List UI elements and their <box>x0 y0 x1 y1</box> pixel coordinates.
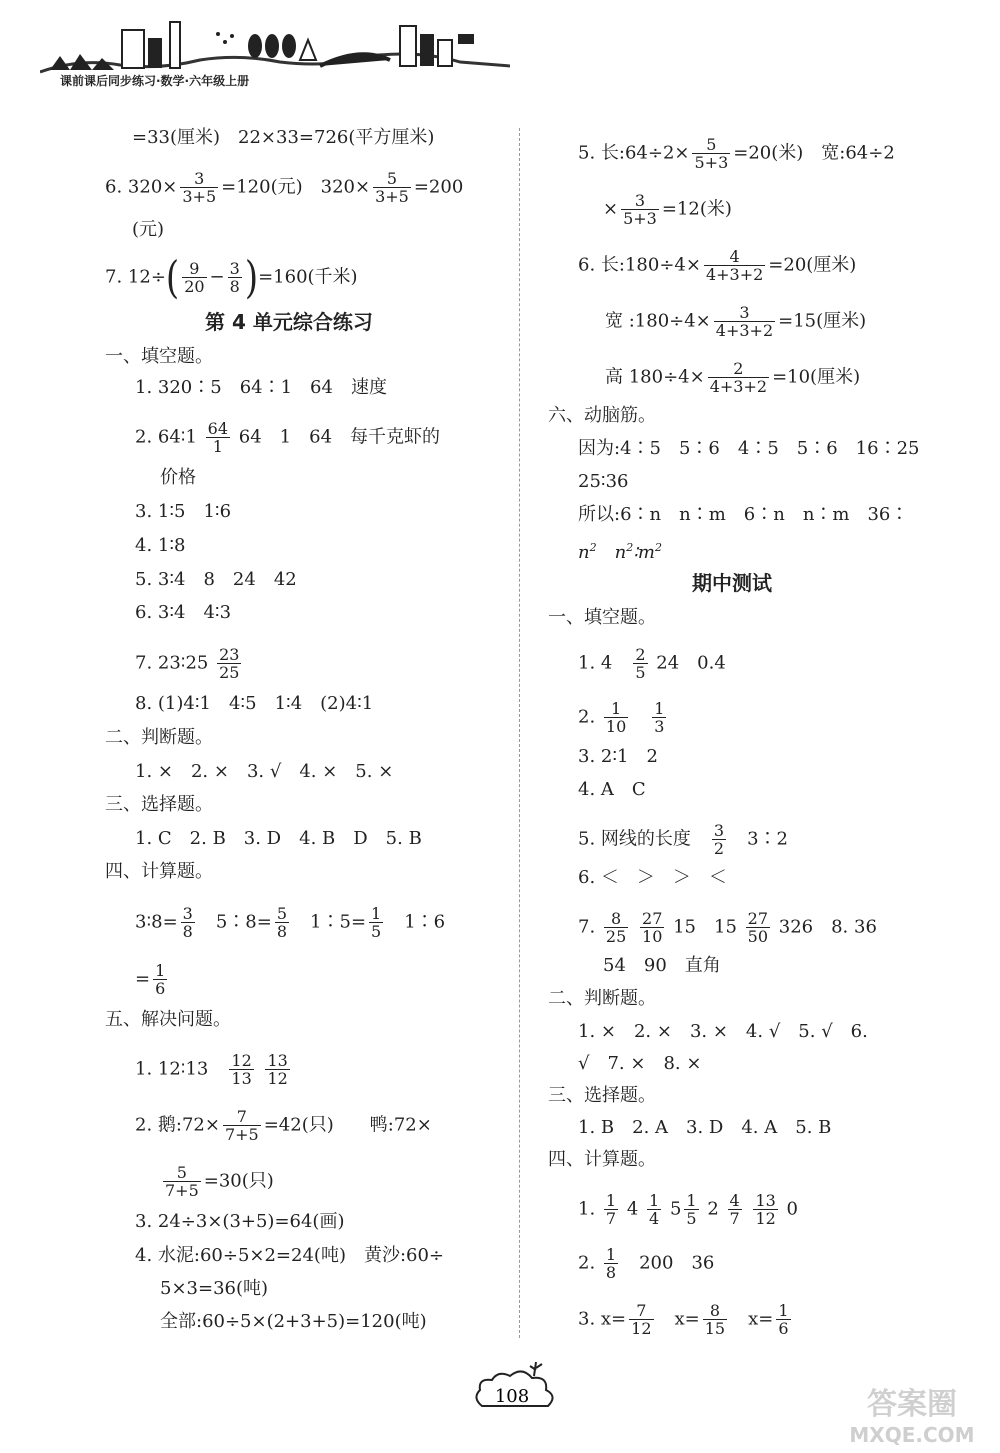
answer-line: 1. B 2. A 3. D 4. A 5. B <box>578 1117 832 1138</box>
answer-line: × $\frac{3}{5+3}$ =12(米) <box>603 191 732 228</box>
section-heading: 四、计算题。 <box>548 1149 656 1170</box>
answer-line: 因为:4∶5 5∶6 4∶5 5∶6 16∶25 <box>578 438 920 459</box>
answer-line: 5. 网线的长度 $\frac{3}{2}$ 3∶2 <box>578 821 788 858</box>
watermark-bottom: MXQE.COM <box>849 1423 975 1447</box>
answer-line: =33(厘米) 22×33=726(平方厘米) <box>132 127 435 148</box>
answer-line: 全部:60÷5×(2+3+5)=120(吨) <box>160 1311 427 1332</box>
section-heading: 一、填空题。 <box>105 346 213 367</box>
answer-line: 4. 水泥:60÷5×2=24(吨) 黄沙:60÷ <box>135 1245 445 1266</box>
answer-line: 1. 12∶13 $\frac{12}{13}$ $\frac{13}{12}$ <box>135 1051 288 1088</box>
section-heading: 二、判断题。 <box>105 727 213 748</box>
section-heading: 二、判断题。 <box>548 988 656 1009</box>
answer-line: 价格 <box>160 467 196 488</box>
answer-line: 1. × 2. × 3. √ 4. × 5. × <box>135 761 394 782</box>
answer-line: 1. 4 $\frac{2}{5}$ 24 0.4 <box>578 645 726 682</box>
answer-line: 3. 2∶1 2 <box>578 746 658 767</box>
section-heading: 四、计算题。 <box>105 861 213 882</box>
answer-line: 1. 320∶5 64∶1 64 速度 <box>135 377 387 398</box>
answer-line: 8. (1)4∶1 4∶5 1∶4 (2)4∶1 <box>135 693 374 714</box>
answer-line: 5. 3∶4 8 24 42 <box>135 569 297 590</box>
answer-line: 1. C 2. B 3. D 4. B D 5. B <box>135 828 422 849</box>
answer-line: 2. 鹅:72× $\frac{7}{7+5}$ =42(只) 鸭:72× <box>135 1107 432 1144</box>
header-title: 课前课后同步练习·数学·六年级上册 <box>60 74 250 88</box>
answer-line: 宽 :180÷4× $\frac{3}{4+3+2}$ =15(厘米) <box>605 303 867 340</box>
answer-line: $\frac{5}{7+5}$ =30(只) <box>165 1163 274 1200</box>
answer-line: = $\frac{1}{6}$ <box>135 961 166 998</box>
answer-line: 6. 3∶4 4∶3 <box>135 602 232 623</box>
answer-line: 54 90 直角 <box>603 955 721 976</box>
answer-q7: 7. 12÷( $\frac{9}{20}$ − $\frac{3}{8}$ )=160(千米) <box>105 251 358 304</box>
section-title: 第 4 单元综合练习 <box>205 310 373 334</box>
answer-line: 4. A C <box>578 779 646 800</box>
section-title: 期中测试 <box>692 571 772 595</box>
section-heading: 六、动脑筋。 <box>548 405 656 426</box>
answer-line: 2. 64∶1 $\frac{64}{1}$ 64 1 64 每千克虾的 <box>135 419 441 456</box>
answer-line: 6. ＜ ＞ ＞ ＜ <box>578 867 727 888</box>
answer-line: 6. 长:180÷4× $\frac{4}{4+3+2}$ =20(厘米) <box>578 247 857 284</box>
answer-line: 3∶8= $\frac{3}{8}$ 5∶8= $\frac{5}{8}$ 1∶5= $\frac{1}{5}$ 1∶6 <box>135 904 446 941</box>
section-heading: 三、选择题。 <box>105 794 213 815</box>
section-heading: 一、填空题。 <box>548 607 656 628</box>
answer-line: 7. $\frac{8}{25}$ $\frac{27}{10}$ 15 15 $\frac{27}{50}$ 326 8. 36 <box>578 909 877 946</box>
section-heading: 五、解决问题。 <box>105 1009 231 1030</box>
watermark-logo <box>830 1380 995 1450</box>
answer-line: 4. 1∶8 <box>135 535 186 556</box>
answer-line: (元) <box>132 219 165 240</box>
answer-line: 3. 1∶5 1∶6 <box>135 501 232 522</box>
answer-line: $n^2$ $n^2∶m^2$ <box>578 541 662 563</box>
answer-line: 2. $\frac{1}{10}$ $\frac{1}{3}$ <box>578 699 665 736</box>
answer-line: 所以:6∶n n∶m 6∶n n∶m 36∶ <box>578 504 909 525</box>
answer-line: 25∶36 <box>578 471 629 492</box>
page-number-badge <box>470 1358 560 1418</box>
answer-line: √ 7. × 8. × <box>578 1053 702 1074</box>
answer-line: 1. × 2. × 3. × 4. √ 5. √ 6. <box>578 1021 868 1042</box>
answer-line: 7. 23∶25 $\frac{23}{25}$ <box>135 645 240 682</box>
answer-line: 高 180÷4× $\frac{2}{4+3+2}$ =10(厘米) <box>605 359 861 396</box>
answer-line: 5. 长:64÷2× $\frac{5}{5+3}$ =20(米) 宽:64÷2 <box>578 135 895 172</box>
page-number: 108 <box>494 1386 530 1407</box>
answer-line: 2. $\frac{1}{8}$ 200 36 <box>578 1245 715 1282</box>
watermark-top: 答案圈 <box>867 1387 957 1422</box>
column-divider <box>519 128 520 1338</box>
answer-line: 3. x= $\frac{7}{12}$ x= $\frac{8}{15}$ x= $\frac{1}{6}$ <box>578 1301 789 1338</box>
answer-line: 5×3=36(吨) <box>160 1278 269 1299</box>
answer-q6: 6. 320× $\frac{3}{3+5}$ =120(元) 320× $\frac{5}{3+5}$ =200 <box>105 169 464 206</box>
answer-line: 1. $\frac{1}{7}$ 4 $\frac{1}{4}$ 5 $\frac{1}{5}$ 2 $\frac{4}{7}$ $\frac{13}{12}$ 0 <box>578 1191 798 1228</box>
section-heading: 三、选择题。 <box>548 1085 656 1106</box>
answer-line: 3. 24÷3×(3+5)=64(画) <box>135 1211 345 1232</box>
